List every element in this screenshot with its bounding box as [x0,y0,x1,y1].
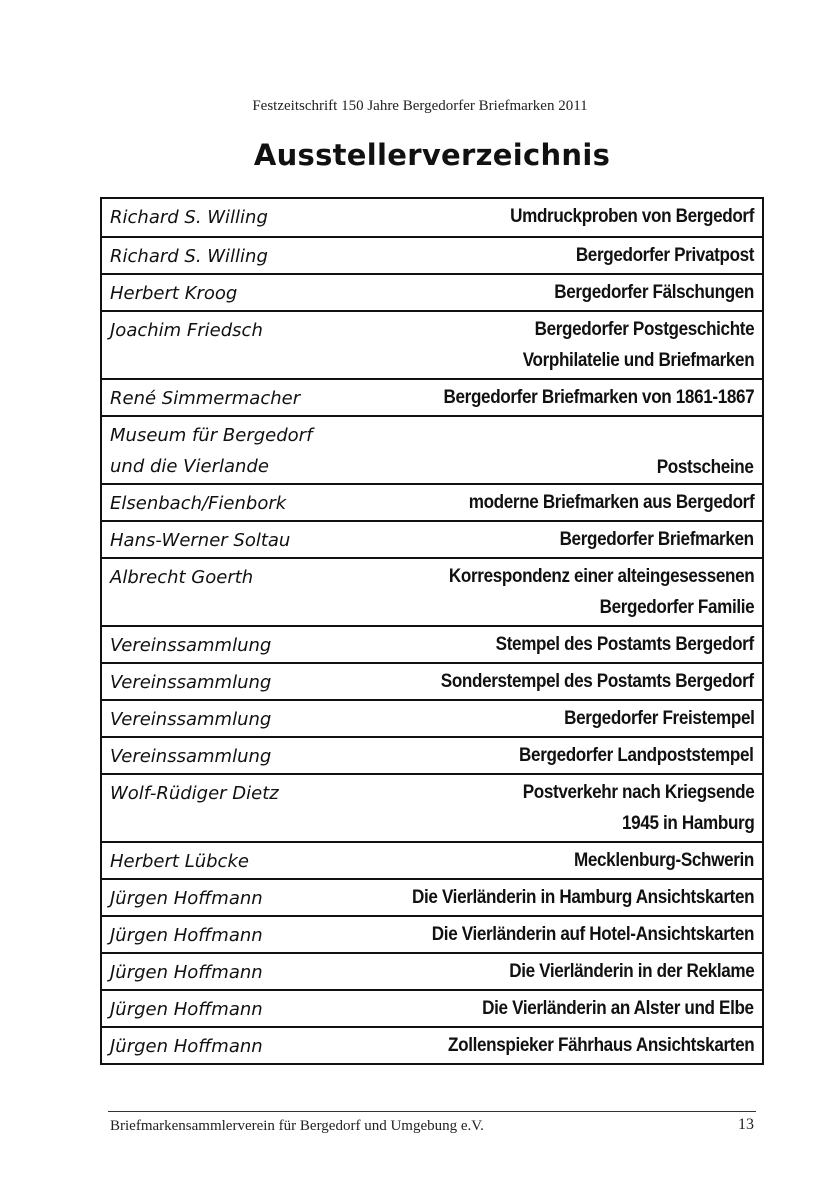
exhibit-topic: Bergedorfer Briefmarken [559,529,754,550]
exhibitor-name: Jürgen Hoffmann [110,1036,263,1057]
exhibit-topic: Sonderstempel des Postamts Bergedorf [441,671,754,692]
table-row [102,699,762,736]
table-row [102,1026,762,1063]
exhibitor-name: René Simmermacher [110,388,301,409]
table-row [102,736,762,773]
exhibit-topic: Korrespondenz einer alteingesessenen Bergedorfer Familie [448,566,754,618]
exhibit-topic: Die Vierländerin in Hamburg Ansichtskarten [411,887,754,908]
table-row [102,915,762,952]
exhibitor-name: Joachim Friedsch [110,320,263,341]
table-row [102,773,762,841]
exhibit-topic: Postscheine [657,457,754,478]
exhibit-topic: Stempel des Postamts Bergedorf [495,634,754,655]
exhibit-topic: Die Vierländerin in der Reklame [508,961,754,982]
exhibit-topic: Bergedorfer Fälschungen [554,282,754,303]
page-title: Ausstellerverzeichnis [253,138,611,172]
exhibitor-name: Herbert Lübcke [110,851,249,872]
exhibit-topic: Postverkehr nach Kriegsende 1945 in Hamburg [522,782,754,834]
page-number: 13 [738,1116,754,1133]
exhibit-topic: Bergedorfer Privatpost [575,245,754,266]
exhibitor-name: Jürgen Hoffmann [110,999,263,1020]
exhibitor-name: Herbert Kroog [110,283,238,304]
exhibitor-name: Vereinssammlung [110,635,272,656]
table-row [102,415,762,483]
exhibitor-name: Elsenbach/Fienbork [110,493,287,514]
exhibit-topic: moderne Briefmarken aus Bergedorf [468,492,754,513]
footer-text: Briefmarkensammlerverein für Bergedorf und Umgebung e.V. [110,1118,484,1134]
table-row [102,952,762,989]
exhibitor-table [100,197,764,1065]
exhibit-topic: Zollenspieker Fährhaus Ansichtskarten [447,1035,754,1056]
exhibitor-name: Richard S. Willing [110,246,268,267]
table-row [102,878,762,915]
table-row [102,841,762,878]
table-row [102,989,762,1026]
table-row [102,520,762,557]
exhibitor-name: Wolf-Rüdiger Dietz [110,783,279,804]
footer-divider [108,1111,756,1112]
exhibitor-name: Vereinssammlung [110,746,272,767]
table-row [102,199,762,236]
exhibit-topic: Die Vierländerin auf Hotel-Ansichtskarten [431,924,754,945]
exhibitor-name: Richard S. Willing [110,207,268,228]
exhibitor-name: Museum für Bergedorf und die Vierlande [110,425,313,477]
exhibitor-name: Jürgen Hoffmann [110,888,263,909]
table-row [102,557,762,625]
exhibitor-name: Jürgen Hoffmann [110,962,263,983]
table-row [102,662,762,699]
running-header: Festzeitschrift 150 Jahre Bergedorfer Briefmarken 2011 [252,98,588,114]
exhibit-topic: Die Vierländerin an Alster und Elbe [482,998,754,1019]
table-row [102,310,762,378]
exhibit-topic: Bergedorfer Briefmarken von 1861-1867 [443,387,754,408]
exhibitor-name: Hans-Werner Soltau [110,530,291,551]
exhibitor-name: Jürgen Hoffmann [110,925,263,946]
exhibit-topic: Bergedorfer Postgeschichte Vorphilatelie und Briefmarken [522,319,754,371]
exhibit-topic: Bergedorfer Landpoststempel [519,745,754,766]
table-row [102,378,762,415]
exhibitor-name: Vereinssammlung [110,709,272,730]
exhibit-topic: Bergedorfer Freistempel [563,708,754,729]
exhibit-topic: Mecklenburg-Schwerin [574,850,754,871]
table-row [102,273,762,310]
table-row [102,625,762,662]
exhibitor-name: Vereinssammlung [110,672,272,693]
exhibitor-name: Albrecht Goerth [110,567,254,588]
table-row [102,483,762,520]
table-row [102,236,762,273]
exhibit-topic: Umdruckproben von Bergedorf [510,206,754,227]
